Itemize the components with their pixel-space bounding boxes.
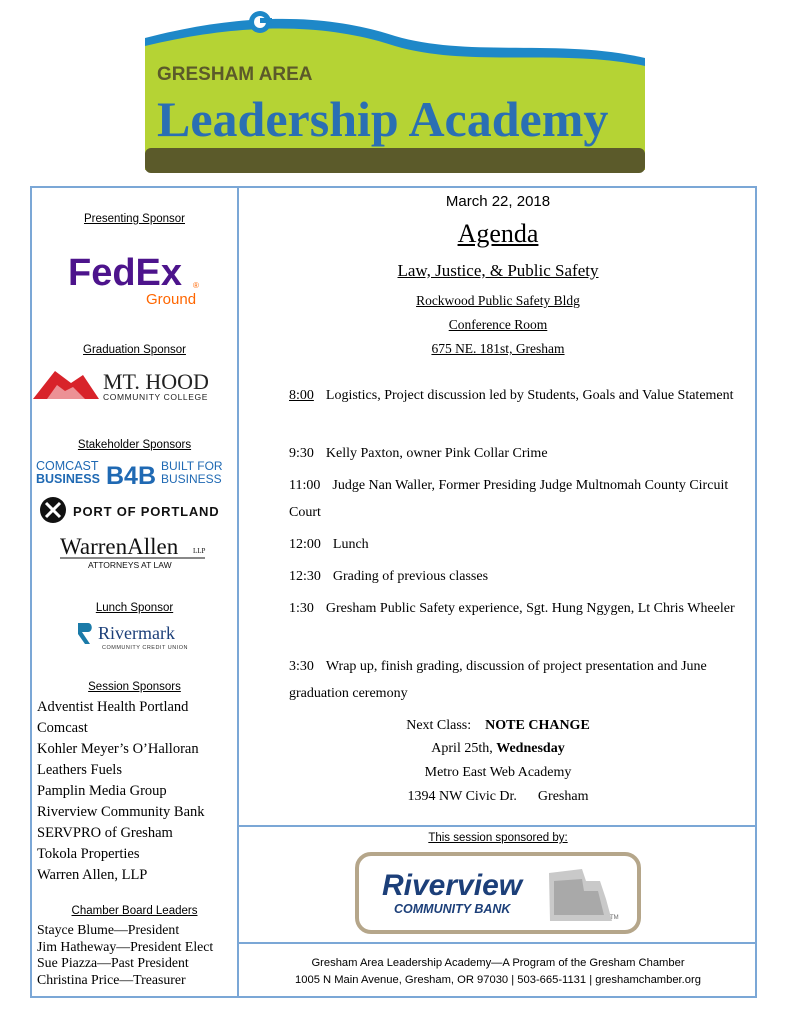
list-item: Christina Price—Treasurer	[37, 971, 186, 987]
svg-text:COMMUNITY CREDIT UNION: COMMUNITY CREDIT UNION	[102, 645, 188, 651]
agenda-text: Lunch	[332, 537, 369, 552]
agenda-time: 9:30	[289, 446, 314, 461]
agenda-text: Gresham Public Safety experience, Sgt. Hung Ngygen, Lt Chris Wheeler	[325, 601, 735, 616]
list-item: Warren Allen, LLP	[37, 867, 148, 883]
svg-text:BUSINESS: BUSINESS	[36, 472, 100, 486]
board-leaders-list	[37, 922, 213, 988]
banner-title: Leadership Academy	[157, 91, 609, 147]
agenda-item	[289, 440, 741, 467]
svg-text:PORT OF PORTLAND: PORT OF PORTLAND	[73, 504, 220, 519]
list-item: Leathers Fuels	[37, 762, 122, 778]
svg-text:WarrenAllen: WarrenAllen	[60, 534, 179, 559]
next-class-line	[239, 718, 757, 734]
next-city: Gresham	[537, 789, 589, 804]
fedex-ground-logo	[66, 248, 206, 310]
agenda-text: Judge Nan Waller, Former Presiding Judge Multnomah County Circuit Court	[289, 478, 729, 520]
sponsor-divider	[237, 825, 757, 827]
mt-hood-logo	[33, 365, 233, 405]
agenda-text: Wrap up, finish grading, discussion of project presentation and June graduation ceremony	[289, 659, 707, 701]
session-sponsors-heading: Session Sponsors	[88, 681, 181, 693]
svg-text:MT. HOOD: MT. HOOD	[103, 369, 209, 394]
agenda-time: 8:00	[289, 388, 314, 403]
svg-text:COMMUNITY COLLEGE: COMMUNITY COLLEGE	[103, 392, 208, 402]
comcast-b4b-logo	[36, 458, 232, 486]
session-sponsors-list	[37, 697, 205, 886]
svg-text:Rivermark: Rivermark	[98, 623, 175, 643]
list-item: Kohler Meyer’s O’Halloran	[37, 741, 199, 757]
svg-text:TM: TM	[610, 915, 619, 921]
warren-allen-logo	[60, 533, 220, 571]
agenda-time: 1:30	[289, 601, 314, 616]
location-address: 675 NE. 181st, Gresham	[431, 341, 565, 356]
svg-text:COMMUNITY BANK: COMMUNITY BANK	[394, 902, 511, 916]
stakeholder-sponsors-heading: Stakeholder Sponsors	[77, 439, 192, 451]
next-class-date	[239, 741, 757, 757]
agenda-item	[289, 595, 741, 622]
rivermark-logo	[76, 620, 206, 652]
agenda-time: 12:00	[289, 537, 321, 552]
svg-text:B4B: B4B	[106, 462, 157, 486]
riverview-logo	[354, 851, 642, 935]
location-room: Conference Room	[448, 317, 548, 332]
agenda-item	[289, 563, 741, 590]
list-item: Stayce Blume—President	[37, 922, 180, 937]
svg-text:BUSINESS: BUSINESS	[161, 472, 222, 486]
next-date: April 25th,	[431, 741, 493, 756]
svg-text:®: ®	[193, 281, 199, 290]
next-address: 1394 NW Civic Dr.	[407, 789, 517, 804]
graduation-sponsor-heading: Graduation Sponsor	[83, 344, 186, 356]
location-building: Rockwood Public Safety Bldg	[416, 293, 580, 308]
agenda-item	[289, 653, 741, 707]
footer-program-line: Gresham Area Leadership Academy—A Program of the Gresham Chamber	[311, 957, 685, 969]
next-class-address	[239, 789, 757, 805]
svg-text:LLP: LLP	[193, 547, 206, 555]
agenda-item	[289, 531, 741, 558]
next-class-note: NOTE CHANGE	[485, 718, 590, 733]
list-item: Tokola Properties	[37, 846, 140, 862]
agenda-time: 11:00	[289, 478, 321, 493]
agenda-text: Kelly Paxton, owner Pink Collar Crime	[325, 446, 548, 461]
banner-org-line: GRESHAM AREA	[157, 64, 313, 85]
next-class-label: Next Class:	[406, 718, 472, 733]
presenting-sponsor-heading: Presenting Sponsor	[83, 213, 185, 225]
agenda-time: 12:30	[289, 569, 321, 584]
list-item: Jim Hatheway—President Elect	[37, 938, 214, 954]
list-item: Sue Piazza—Past President	[37, 955, 189, 970]
svg-text:Riverview: Riverview	[382, 869, 523, 902]
board-leaders-heading: Chamber Board Leaders	[71, 905, 198, 917]
agenda-text: Grading of previous classes	[332, 569, 489, 584]
list-item: Pamplin Media Group	[37, 783, 167, 799]
agenda-time: 3:30	[289, 659, 314, 674]
agenda-text: Logistics, Project discussion led by Students, Goals and Value Statement	[325, 388, 734, 403]
session-sponsored-heading: This session sponsored by:	[428, 832, 568, 844]
svg-text:COMCAST: COMCAST	[36, 459, 99, 473]
list-item: Comcast	[37, 720, 88, 736]
next-class-venue: Metro East Web Academy	[424, 765, 572, 780]
lunch-sponsor-heading: Lunch Sponsor	[95, 602, 174, 614]
agenda-item	[289, 472, 741, 526]
agenda-title: Agenda	[457, 219, 539, 248]
footer-divider	[237, 942, 757, 944]
agenda-date: March 22, 2018	[445, 193, 551, 210]
academy-banner	[140, 8, 650, 178]
next-day: Wednesday	[496, 741, 565, 756]
agenda-item	[289, 382, 741, 409]
list-item: Riverview Community Bank	[37, 804, 205, 820]
svg-text:BUILT FOR: BUILT FOR	[161, 459, 223, 473]
port-of-portland-logo	[40, 496, 228, 526]
svg-text:ATTORNEYS AT LAW: ATTORNEYS AT LAW	[88, 560, 172, 570]
agenda-subtitle: Law, Justice, & Public Safety	[397, 261, 599, 280]
svg-text:Ground: Ground	[146, 291, 197, 308]
list-item: SERVPRO of Gresham	[37, 825, 173, 841]
list-item: Adventist Health Portland	[37, 699, 189, 715]
svg-text:FedEx: FedEx	[68, 252, 183, 294]
footer-contact-line: 1005 N Main Avenue, Gresham, OR 97030 | 503-665-1131 | greshamchamber.org	[295, 974, 701, 986]
